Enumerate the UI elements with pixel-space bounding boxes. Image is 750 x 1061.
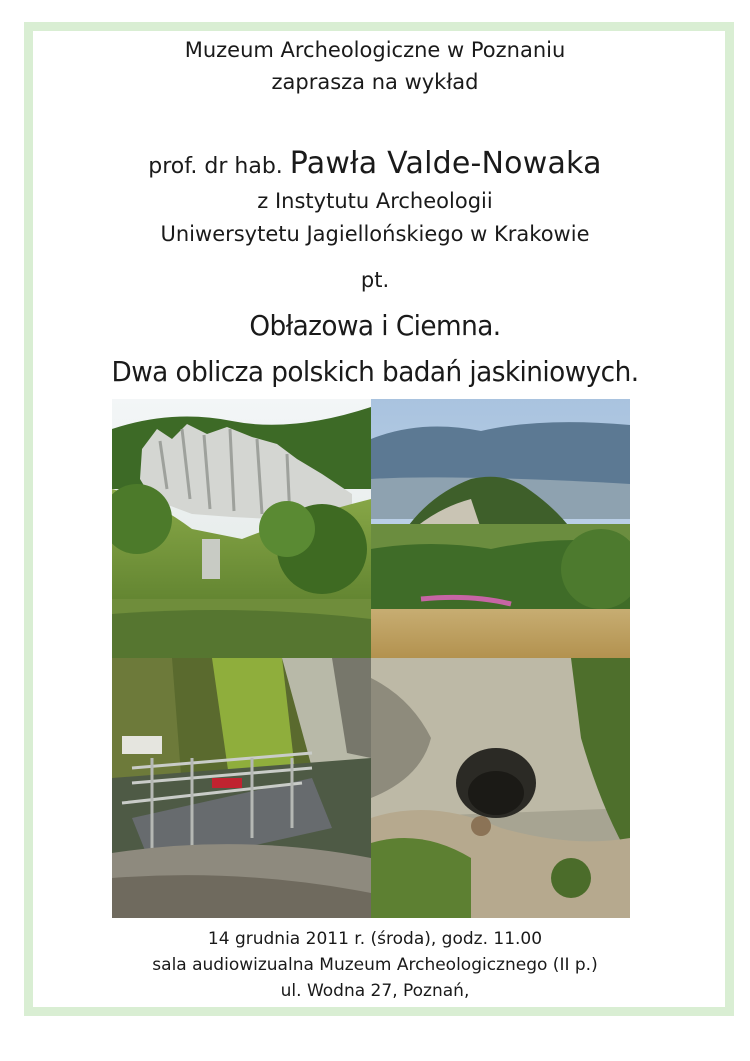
affiliation-line-1: z Instytutu Archeologii bbox=[257, 189, 493, 213]
photo-cave-walkway bbox=[112, 658, 371, 918]
lecture-title-line-1: Obłazowa i Ciemna. bbox=[249, 309, 501, 342]
photo-mountain-landscape bbox=[371, 399, 630, 658]
invitation-line-2: zaprasza na wykład bbox=[271, 70, 479, 94]
photo-limestone-valley bbox=[112, 399, 371, 658]
event-room: sala audiowizualna Muzeum Archeologicznego (II p.) bbox=[152, 955, 598, 975]
lecturer-name: Pawła Valde-Nowaka bbox=[289, 146, 602, 181]
invitation-line-1: Muzeum Archeologiczne w Poznaniu bbox=[184, 38, 566, 62]
lecture-intro: pt. bbox=[360, 268, 390, 292]
event-address: ul. Wodna 27, Poznań, bbox=[280, 981, 470, 1001]
lecture-title-line-2: Dwa oblicza polskich badań jaskiniowych. bbox=[111, 355, 639, 388]
event-date-time: 14 grudnia 2011 r. (środa), godz. 11.00 bbox=[207, 929, 543, 949]
photo-cave-opening bbox=[371, 658, 630, 918]
affiliation-line-2: Uniwersytetu Jagiellońskiego w Krakowie bbox=[160, 222, 590, 246]
lecturer-line bbox=[0, 146, 750, 181]
lecturer-title: prof. dr hab. bbox=[148, 154, 283, 179]
